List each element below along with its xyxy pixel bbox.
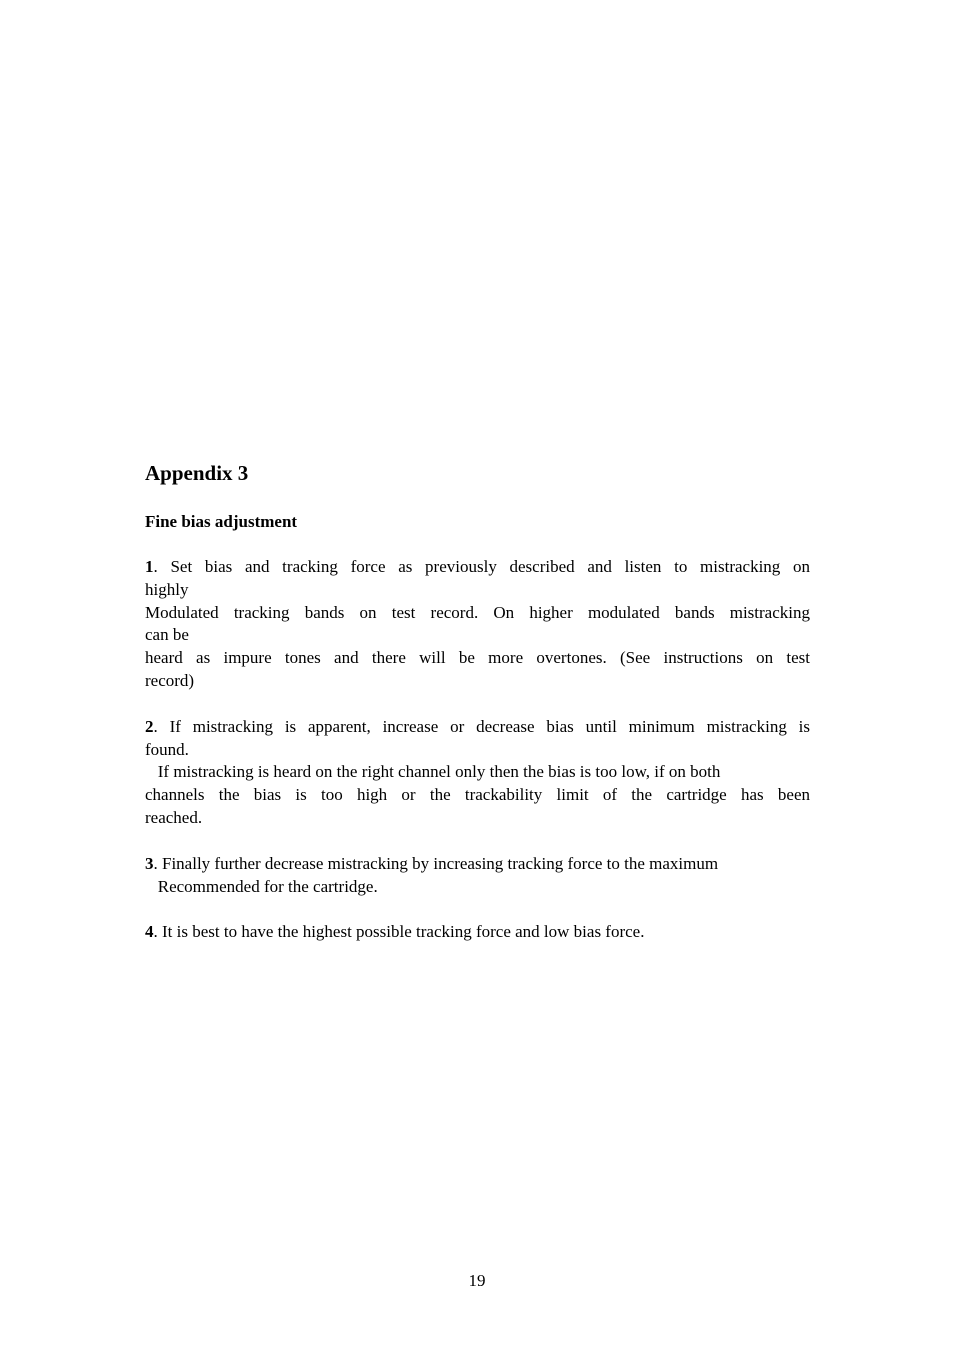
step-1-line: Modulated tracking bands on test record. On higher modulated bands mistracking	[145, 602, 810, 622]
step-3	[145, 853, 810, 899]
appendix-title: Appendix 3	[145, 461, 249, 485]
appendix-section	[145, 458, 810, 944]
step-2-line: channels the bias is too high or the trackability limit of the cartridge has been	[145, 785, 810, 805]
step-2-line: found.	[145, 739, 189, 759]
page-number: 19	[468, 1271, 486, 1290]
step-1-line: heard as impure tones and there will be more overtones. (See instructions on test	[145, 648, 810, 668]
step-2-line: 2. If mistracking is apparent, increase or decrease bias until minimum mistracking is	[145, 716, 810, 736]
step-4	[145, 921, 810, 944]
section-subtitle: Fine bias adjustment	[145, 512, 298, 531]
step-2-line: If mistracking is heard on the right channel only then the bias is too low, if on both	[145, 762, 721, 782]
step-1-number: 1	[145, 557, 154, 576]
step-2-number: 2	[145, 716, 154, 736]
step-2	[145, 716, 810, 830]
step-4-number: 4	[145, 922, 154, 942]
step-1	[145, 556, 810, 693]
step-2-line: reached.	[145, 807, 203, 827]
step-3-line: 3. Finally further decrease mistracking by increasing tracking force to the maximum	[145, 853, 719, 873]
step-1-line: record)	[145, 670, 195, 690]
step-1-line: highly	[145, 579, 189, 599]
step-1-line: can be	[145, 625, 189, 645]
step-4-line: 4. It is best to have the highest possible tracking force and low bias force.	[145, 922, 645, 942]
step-1-line: 1. Set bias and tracking force as previously described and listen to mistracking on	[145, 557, 810, 576]
step-3-line: Recommended for the cartridge.	[145, 876, 378, 896]
step-3-number: 3	[145, 853, 154, 873]
